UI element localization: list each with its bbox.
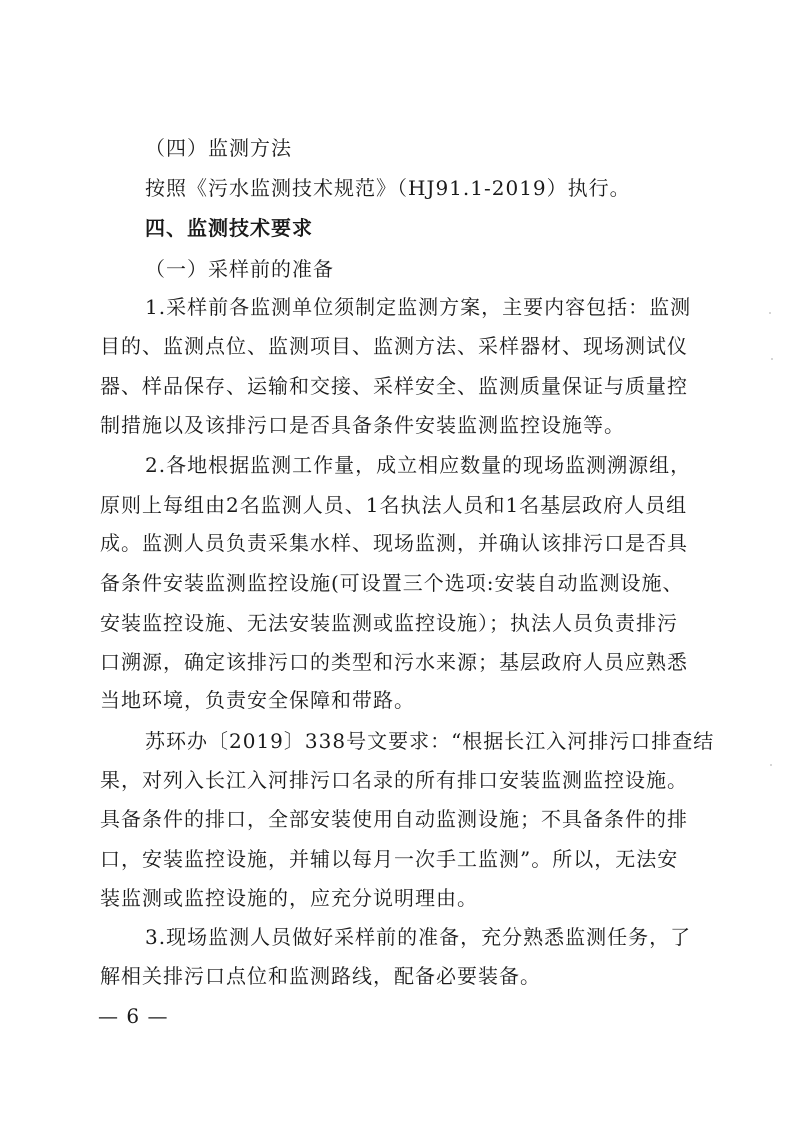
paragraph-line: 果，对列入长江入河排污口名录的所有排口安装监测监控设施。 xyxy=(100,768,688,792)
scan-speck xyxy=(771,358,773,360)
paragraph-line: 具备条件的排口，全部安装使用自动监测设施；不具备条件的排 xyxy=(100,807,688,831)
subsection-heading-sampling-preparation: （一）采样前的准备 xyxy=(145,257,334,281)
paragraph-line: 2.各地根据监测工作量，成立相应数量的现场监测溯源组， xyxy=(145,453,692,477)
paragraph-line: 解相关排污口点位和监测路线，配备必要装备。 xyxy=(100,964,541,988)
paragraph-line: 口，安装监控设施，并辅以每月一次手工监测”。所以，无法安 xyxy=(100,847,679,871)
paragraph-line: 苏环办〔2019〕338号文要求：“根据长江入河排污口排查结 xyxy=(145,729,715,753)
paragraph-line: 1.采样前各监测单位须制定监测方案，主要内容包括：监测 xyxy=(145,295,692,319)
subsection-heading-monitoring-method: （四）监测方法 xyxy=(145,136,292,160)
paragraph-line: 原则上每组由2名监测人员、1名执法人员和1名基层政府人员组 xyxy=(100,493,688,517)
paragraph-line: 器、样品保存、运输和交接、采样安全、监测质量保证与质量控 xyxy=(100,374,688,398)
section-heading-technical-requirements: 四、监测技术要求 xyxy=(145,216,313,240)
paragraph-line: 当地环境，负责安全保障和带路。 xyxy=(100,688,415,712)
scan-speck xyxy=(770,764,772,766)
paragraph-line: 成。监测人员负责采集水样、现场监测，并确认该排污口是否具 xyxy=(100,531,688,555)
paragraph-line: 按照《污水监测技术规范》（HJ91.1-2019）执行。 xyxy=(145,176,631,200)
paragraph-line: 口溯源，确定该排污口的类型和污水来源；基层政府人员应熟悉 xyxy=(100,650,688,674)
paragraph-line: 安装监控设施、无法安装监测或监控设施）；执法人员负责排污 xyxy=(100,611,678,635)
page-number: — 6 — xyxy=(98,1004,169,1028)
paragraph-line: 备条件安装监测监控设施(可设置三个选项:安装自动监测设施、 xyxy=(100,571,684,595)
scan-speck xyxy=(769,312,771,314)
paragraph-line: 制措施以及该排污口是否具备条件安装监测监控设施等。 xyxy=(100,413,625,437)
paragraph-line: 装监测或监控设施的，应充分说明理由。 xyxy=(100,886,478,910)
paragraph-line: 3.现场监测人员做好采样前的准备，充分熟悉监测任务，了 xyxy=(145,925,692,949)
paragraph-line: 目的、监测点位、监测项目、监测方法、采样器材、现场测试仪 xyxy=(100,334,688,358)
